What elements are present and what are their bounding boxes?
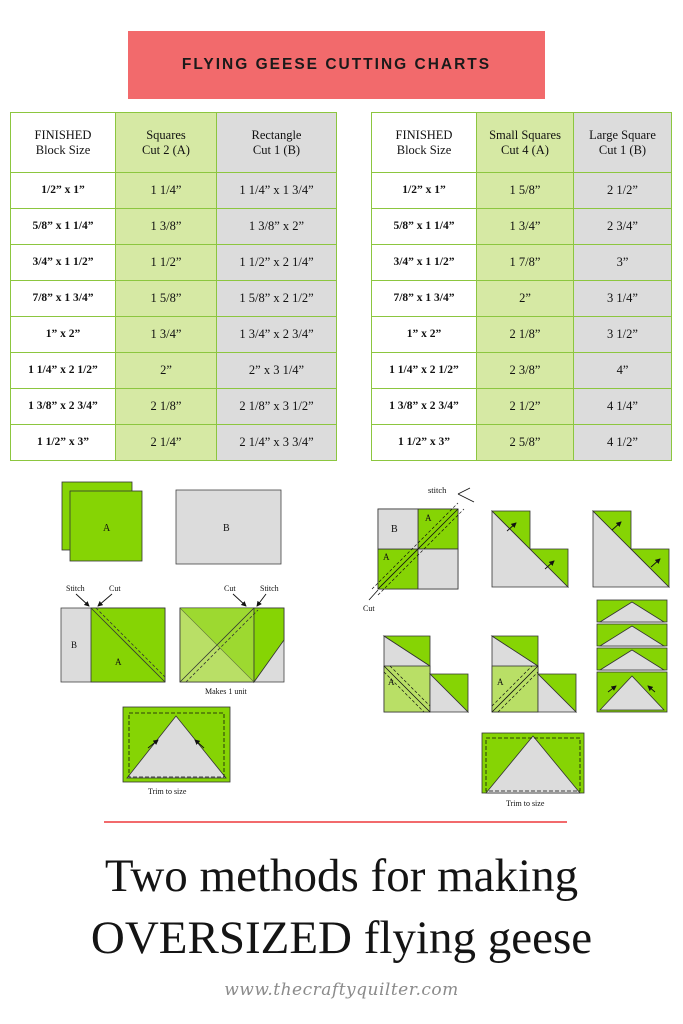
block-size-cell: 3/4” x 1 1/2” bbox=[372, 245, 477, 281]
large-square-cut-cell: 4 1/2” bbox=[574, 425, 672, 461]
cut-label: Cut bbox=[109, 584, 121, 593]
square-cut-cell: 1 5/8” bbox=[116, 281, 217, 317]
rectangle-cut-cell: 2” x 3 1/4” bbox=[217, 353, 337, 389]
rectangle-cut-cell: 1 5/8” x 2 1/2” bbox=[217, 281, 337, 317]
small-square-a-label: A bbox=[388, 677, 395, 687]
square-cut-cell: 1 3/4” bbox=[116, 317, 217, 353]
cut-half-unit-2 bbox=[593, 511, 669, 587]
trim-to-size-label: Trim to size bbox=[148, 787, 187, 796]
square-cut-cell: 1 1/4” bbox=[116, 173, 217, 209]
four-geese-stack bbox=[597, 600, 667, 712]
square-cut-cell: 2” bbox=[116, 353, 217, 389]
block-size-cell: 3/4” x 1 1/2” bbox=[11, 245, 116, 281]
large-square-cut-cell: 2 1/2” bbox=[574, 173, 672, 209]
rectangle-cut-cell: 1 1/2” x 2 1/4” bbox=[217, 245, 337, 281]
large-square-cut-cell: 4 1/4” bbox=[574, 389, 672, 425]
small-square-a-label: A bbox=[497, 677, 504, 687]
block-size-cell: 1/2” x 1” bbox=[11, 173, 116, 209]
square-a-label: A bbox=[115, 657, 122, 667]
header-cell: FINISHED Block Size bbox=[372, 113, 477, 173]
square-cut-cell: 2 1/4” bbox=[116, 425, 217, 461]
step-squares-on-large-square bbox=[363, 485, 474, 613]
rectangle-cut-cell: 2 1/4” x 3 3/4” bbox=[217, 425, 337, 461]
rectangle-cut-cell: 2 1/8” x 3 1/2” bbox=[217, 389, 337, 425]
block-size-cell: 7/8” x 1 3/4” bbox=[11, 281, 116, 317]
trim-to-size-label: Trim to size bbox=[506, 799, 545, 808]
small-square-a-label: A bbox=[383, 552, 390, 562]
divider bbox=[104, 821, 567, 823]
page-title-line-1: Two methods for making bbox=[104, 850, 579, 902]
second-square-unit-2 bbox=[492, 636, 576, 712]
trimmed-flying-goose-left bbox=[123, 707, 230, 796]
makes-one-unit-label: Makes 1 unit bbox=[205, 687, 247, 696]
step-sew-square-to-rectangle bbox=[61, 584, 165, 682]
cut-arrow bbox=[233, 594, 246, 606]
block-size-cell: 1 1/4” x 2 1/2” bbox=[11, 353, 116, 389]
block-size-cell: 1 3/8” x 2 3/4” bbox=[372, 389, 477, 425]
block-size-cell: 1 1/4” x 2 1/2” bbox=[372, 353, 477, 389]
stitch-label: Stitch bbox=[66, 584, 85, 593]
block-size-cell: 5/8” x 1 1/4” bbox=[11, 209, 116, 245]
rectangle-cut-cell: 1 3/8” x 2” bbox=[217, 209, 337, 245]
square-cut-cell: 1 1/2” bbox=[116, 245, 217, 281]
rectangle-b-diagram bbox=[176, 490, 281, 564]
second-square-unit-1 bbox=[384, 636, 468, 712]
header-cell: Squares Cut 2 (A) bbox=[116, 113, 217, 173]
small-square-cut-cell: 1 5/8” bbox=[477, 173, 574, 209]
large-square-cut-cell: 3 1/2” bbox=[574, 317, 672, 353]
small-square-cut-cell: 1 3/4” bbox=[477, 209, 574, 245]
cut-label: Cut bbox=[224, 584, 236, 593]
header-cell: Large Square Cut 1 (B) bbox=[574, 113, 672, 173]
stitch-arrow bbox=[257, 594, 266, 606]
block-size-cell: 1/2” x 1” bbox=[372, 173, 477, 209]
rectangle-b-label: B bbox=[223, 523, 230, 534]
cut-arrow bbox=[98, 594, 112, 606]
large-square-cut-cell: 3 1/4” bbox=[574, 281, 672, 317]
small-square-cut-cell: 2 5/8” bbox=[477, 425, 574, 461]
large-square-cut-cell: 2 3/4” bbox=[574, 209, 672, 245]
two-squares-a-diagram bbox=[62, 482, 142, 561]
stitch-label: stitch bbox=[428, 485, 447, 495]
block-size-cell: 1” x 2” bbox=[372, 317, 477, 353]
stitch-label: Stitch bbox=[260, 584, 279, 593]
rectangle-b-label: B bbox=[71, 640, 78, 650]
banner-title: FLYING GEESE CUTTING CHARTS bbox=[181, 56, 492, 73]
small-square-cut-cell: 2 3/8” bbox=[477, 353, 574, 389]
large-square-cut-cell: 4” bbox=[574, 353, 672, 389]
cut-label: Cut bbox=[363, 604, 375, 613]
website-url[interactable]: www.thecraftyquilter.com bbox=[224, 980, 459, 1000]
large-square-cut-cell: 3” bbox=[574, 245, 672, 281]
block-size-cell: 5/8” x 1 1/4” bbox=[372, 209, 477, 245]
rectangle-cut-cell: 1 3/4” x 2 3/4” bbox=[217, 317, 337, 353]
block-size-cell: 1 1/2” x 3” bbox=[11, 425, 116, 461]
small-square-cut-cell: 2 1/2” bbox=[477, 389, 574, 425]
square-cut-cell: 1 3/8” bbox=[116, 209, 217, 245]
header-cell: FINISHED Block Size bbox=[11, 113, 116, 173]
cut-half-unit-1 bbox=[492, 511, 568, 587]
step-sew-second-square bbox=[180, 584, 284, 696]
square-cut-cell: 2 1/8” bbox=[116, 389, 217, 425]
block-size-cell: 1 3/8” x 2 3/4” bbox=[11, 389, 116, 425]
small-square-cut-cell: 2” bbox=[477, 281, 574, 317]
small-square-cut-cell: 2 1/8” bbox=[477, 317, 574, 353]
block-size-cell: 7/8” x 1 3/4” bbox=[372, 281, 477, 317]
large-square-b-label: B bbox=[391, 524, 398, 535]
small-square-a-label: A bbox=[425, 513, 432, 523]
block-size-cell: 1” x 2” bbox=[11, 317, 116, 353]
rectangle-cut-cell: 1 1/4” x 1 3/4” bbox=[217, 173, 337, 209]
page-title-line-2: OVERSIZED flying geese bbox=[90, 912, 593, 964]
trimmed-flying-goose-right bbox=[482, 733, 584, 808]
stitch-arrow bbox=[76, 594, 89, 606]
header-cell: Small Squares Cut 4 (A) bbox=[477, 113, 574, 173]
square-a-label: A bbox=[103, 523, 111, 534]
small-square-cut-cell: 1 7/8” bbox=[477, 245, 574, 281]
block-size-cell: 1 1/2” x 3” bbox=[372, 425, 477, 461]
header-cell: Rectangle Cut 1 (B) bbox=[217, 113, 337, 173]
